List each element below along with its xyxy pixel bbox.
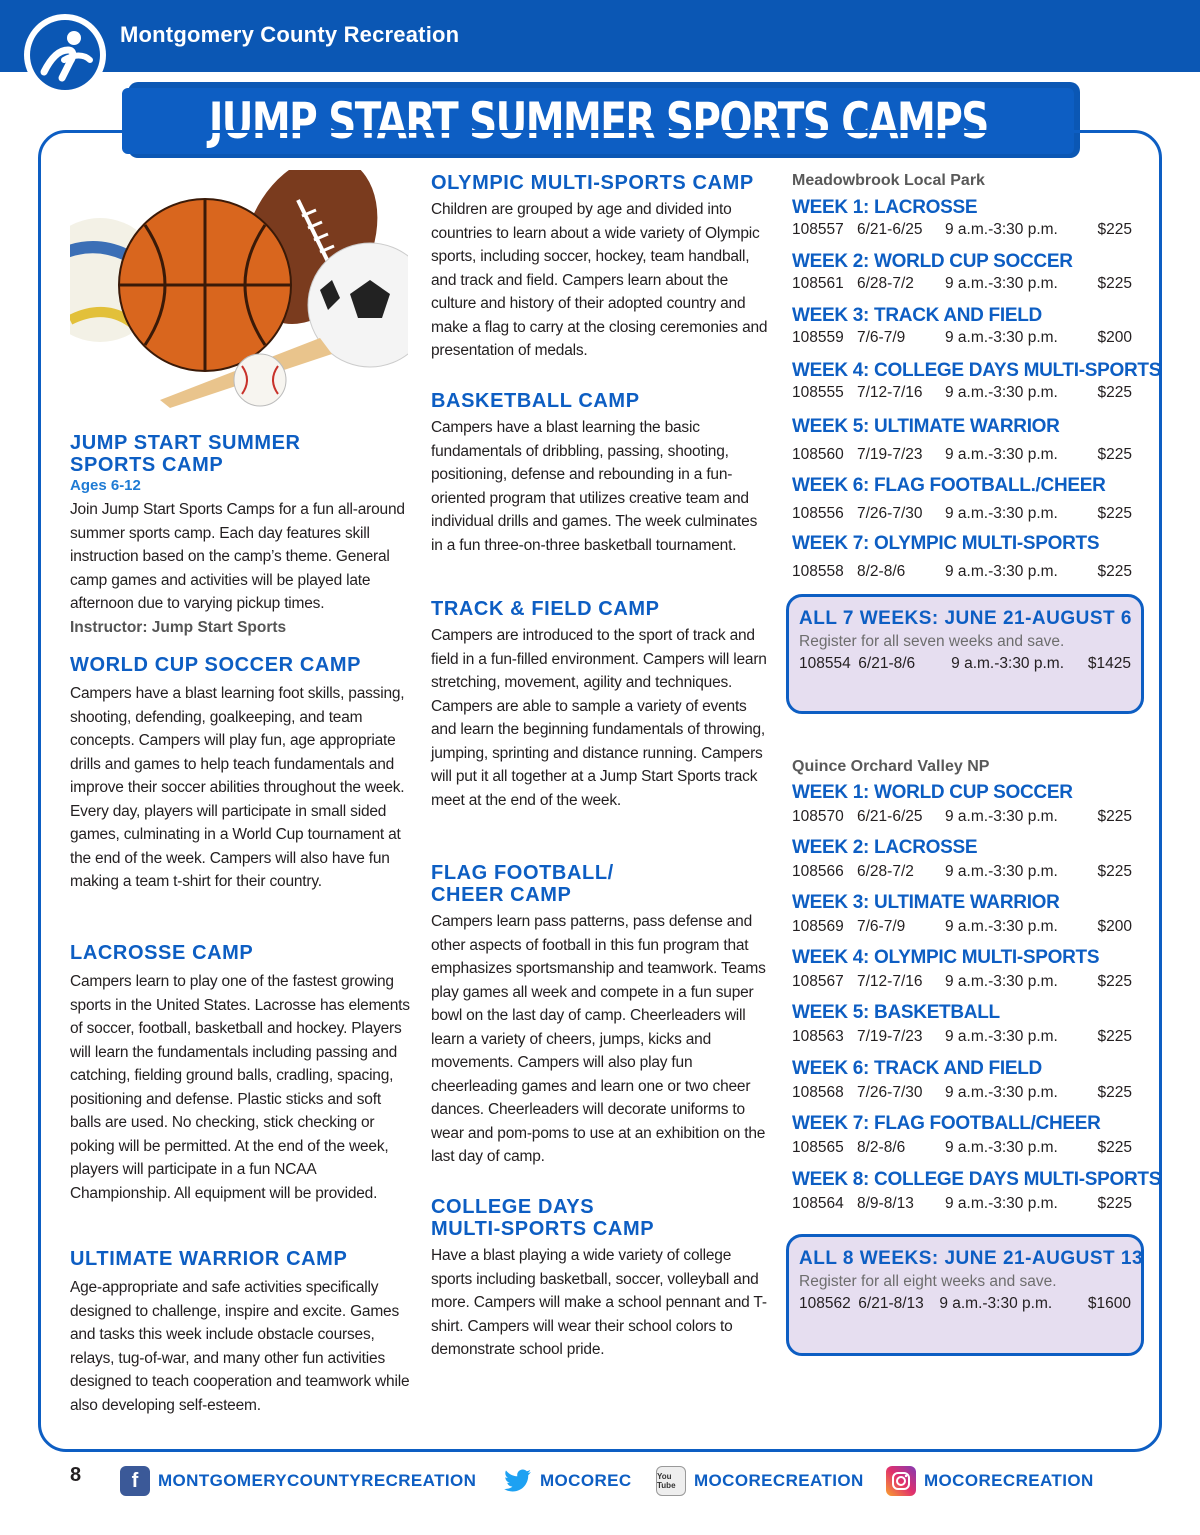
week-title: WEEK 7: FLAG FOOTBALL/CHEER bbox=[792, 1113, 1101, 1134]
week-row bbox=[792, 917, 1132, 937]
week-price: $225 bbox=[1097, 275, 1132, 292]
week-time: 9 a.m.-3:30 p.m. bbox=[945, 863, 1058, 880]
all-dates: 6/21-8/6 bbox=[858, 655, 916, 672]
week-title: WEEK 6: TRACK AND FIELD bbox=[792, 1058, 1042, 1079]
all-weeks-row bbox=[799, 1293, 1131, 1315]
recreation-logo-icon bbox=[24, 14, 106, 96]
week-dates: 8/2-8/6 bbox=[857, 563, 906, 580]
course-code: 108570 bbox=[792, 808, 844, 825]
youtube-handle: MOCORECREATION bbox=[694, 1471, 864, 1490]
schedule2-week bbox=[792, 946, 1132, 992]
basketball-heading: BASKETBALL CAMP bbox=[431, 390, 640, 412]
week-title: WEEK 3: ULTIMATE WARRIOR bbox=[792, 892, 1060, 913]
week-dates: 6/21-6/25 bbox=[857, 221, 923, 238]
week-price: $225 bbox=[1097, 505, 1132, 522]
schedule2-week bbox=[792, 836, 1132, 882]
all-price: $1425 bbox=[1087, 655, 1131, 672]
course-code: 108560 bbox=[792, 446, 844, 463]
week-dates: 7/12-7/16 bbox=[857, 973, 923, 990]
jump-start-heading-line1: JUMP START SUMMER bbox=[70, 432, 301, 454]
course-code: 108566 bbox=[792, 863, 844, 880]
week-dates: 7/19-7/23 bbox=[857, 1028, 923, 1045]
week-dates: 7/6-7/9 bbox=[857, 918, 906, 935]
week-row bbox=[792, 807, 1132, 827]
week-row bbox=[792, 1138, 1132, 1158]
all-price: $1600 bbox=[1087, 1295, 1131, 1312]
week-dates: 6/28-7/2 bbox=[857, 275, 914, 292]
youtube-link[interactable] bbox=[656, 1466, 864, 1496]
week-title: WEEK 4: OLYMPIC MULTI-SPORTS bbox=[792, 947, 1100, 968]
jump-start-heading-line2: SPORTS CAMP bbox=[70, 454, 224, 476]
week-time: 9 a.m.-3:30 p.m. bbox=[945, 1028, 1058, 1045]
course-code: 108568 bbox=[792, 1084, 844, 1101]
week-title: WEEK 8: COLLEGE DAYS MULTI-SPORTS bbox=[792, 1169, 1162, 1190]
jump-start-description: Join Jump Start Sports Camps for a fun all-around summer sports camp. Each day features skill instruction based on the camp’s theme. General camp games and activities will be played late afternoon due to varying pickup times. bbox=[70, 501, 405, 612]
week-time: 9 a.m.-3:30 p.m. bbox=[945, 221, 1058, 238]
week-row bbox=[792, 862, 1132, 882]
week-time: 9 a.m.-3:30 p.m. bbox=[945, 275, 1058, 292]
week-time: 9 a.m.-3:30 p.m. bbox=[945, 918, 1058, 935]
week-title: WEEK 7: OLYMPIC MULTI-SPORTS bbox=[792, 533, 1100, 554]
week-row bbox=[792, 383, 1161, 403]
week-dates: 7/6-7/9 bbox=[857, 329, 906, 346]
week-time: 9 a.m.-3:30 p.m. bbox=[945, 973, 1058, 990]
flag-football-heading-line2: CHEER CAMP bbox=[431, 884, 572, 906]
page-title: JUMP START SUMMER SPORTS CAMPS bbox=[208, 92, 988, 150]
week-price: $225 bbox=[1097, 1084, 1132, 1101]
location-quince-orchard: Quince Orchard Valley NP bbox=[792, 758, 990, 775]
course-code: 108561 bbox=[792, 275, 844, 292]
week-row bbox=[792, 220, 1132, 240]
course-code: 108563 bbox=[792, 1028, 844, 1045]
twitter-handle: MOCOREC bbox=[540, 1471, 632, 1490]
week-time: 9 a.m.-3:30 p.m. bbox=[945, 1139, 1058, 1156]
week-row bbox=[792, 1194, 1161, 1214]
track-field-heading: TRACK & FIELD CAMP bbox=[431, 598, 660, 620]
all-time: 9 a.m.-3:30 p.m. bbox=[939, 1295, 1053, 1312]
week-title: WEEK 2: WORLD CUP SOCCER bbox=[792, 251, 1073, 272]
facebook-link[interactable] bbox=[120, 1466, 476, 1496]
schedule2-week bbox=[792, 1057, 1132, 1103]
schedule2-week bbox=[792, 1001, 1132, 1047]
week-title: WEEK 5: BASKETBALL bbox=[792, 1002, 1000, 1023]
all-weeks-title: ALL 7 WEEKS: JUNE 21-AUGUST 6 bbox=[799, 608, 1132, 629]
week-title: WEEK 3: TRACK AND FIELD bbox=[792, 305, 1042, 326]
week-price: $225 bbox=[1097, 563, 1132, 580]
week-dates: 7/26-7/30 bbox=[857, 1084, 923, 1101]
schedule1-week bbox=[792, 304, 1132, 348]
week-title: WEEK 5: ULTIMATE WARRIOR bbox=[792, 416, 1060, 437]
track-field-description: Campers are introduced to the sport of track and field in a fun-filled environment. Campers will learn stretching, movement, agility and techniques. Campers are able to sample a variety of events and learn the beginning fundamentals of throwing, jumping, sprinting and distance running. Campers will put it all together at a Jump Start Sports track meet at the end of the week. bbox=[431, 627, 767, 809]
college-days-heading-line1: COLLEGE DAYS bbox=[431, 1196, 595, 1218]
week-dates: 7/19-7/23 bbox=[857, 446, 923, 463]
twitter-link[interactable] bbox=[504, 1466, 632, 1496]
schedule1-week bbox=[792, 474, 1132, 524]
facebook-icon: f bbox=[120, 1466, 150, 1496]
week-time: 9 a.m.-3:30 p.m. bbox=[945, 329, 1058, 346]
week-time: 9 a.m.-3:30 p.m. bbox=[945, 384, 1058, 401]
week-time: 9 a.m.-3:30 p.m. bbox=[945, 446, 1058, 463]
org-name: Montgomery County Recreation bbox=[120, 22, 460, 47]
schedule2-week bbox=[792, 781, 1132, 827]
week-price: $225 bbox=[1097, 446, 1132, 463]
facebook-handle: MONTGOMERYCOUNTYRECREATION bbox=[158, 1471, 477, 1490]
week-title: WEEK 2: LACROSSE bbox=[792, 837, 978, 858]
week-dates: 8/2-8/6 bbox=[857, 1139, 906, 1156]
week-title: WEEK 1: WORLD CUP SOCCER bbox=[792, 782, 1073, 803]
ages-label: Ages 6-12 bbox=[70, 477, 141, 494]
page-number: 8 bbox=[70, 1464, 82, 1486]
all-weeks-box-1 bbox=[786, 594, 1144, 714]
course-code: 108557 bbox=[792, 221, 844, 238]
lacrosse-heading: LACROSSE CAMP bbox=[70, 942, 254, 964]
all-dates: 6/21-8/13 bbox=[858, 1295, 924, 1312]
schedule2-week bbox=[792, 1168, 1161, 1214]
week-row bbox=[792, 1083, 1132, 1103]
youtube-icon-text: You Tube bbox=[657, 1472, 676, 1490]
all-weeks-title: ALL 8 WEEKS: JUNE 21-AUGUST 13 bbox=[799, 1248, 1144, 1269]
week-title: WEEK 4: COLLEGE DAYS MULTI-SPORTS bbox=[792, 360, 1162, 381]
all-time: 9 a.m.-3:30 p.m. bbox=[951, 655, 1065, 672]
ultimate-warrior-description: Age-appropriate and safe activities specifically designed to challenge, inspire and excite. Games and tasks this week include obstacle courses, relays, tug-of-war, and many other fun activities designed to teach cooperation and teamwork while also developing self-esteem. bbox=[70, 1279, 410, 1414]
instructor-label: Instructor: Jump Start Sports bbox=[70, 618, 287, 636]
week-price: $200 bbox=[1097, 329, 1132, 346]
week-price: $225 bbox=[1097, 973, 1132, 990]
schedule1-week bbox=[792, 532, 1132, 582]
course-code: 108569 bbox=[792, 918, 844, 935]
world-cup-soccer-description: Campers have a blast learning foot skills, passing, shooting, defending, goalkeeping, and team concepts. Campers will play fun, age appropriate drills and games to help teach fundamentals and improve their soccer abilities throughout the week. Every day, players will participate in small sided games, culminating in a World Cup tournament at the end of the week. Campers will also have fun making a team t-shirt for their country. bbox=[70, 685, 405, 890]
course-code: 108555 bbox=[792, 384, 844, 401]
schedule2-week bbox=[792, 891, 1132, 937]
week-title: WEEK 1: LACROSSE bbox=[792, 197, 978, 218]
week-row bbox=[792, 1027, 1132, 1047]
week-row bbox=[792, 328, 1132, 348]
twitter-icon bbox=[504, 1466, 532, 1496]
week-dates: 6/21-6/25 bbox=[857, 808, 923, 825]
week-dates: 7/26-7/30 bbox=[857, 505, 923, 522]
week-row bbox=[792, 445, 1132, 465]
college-days-description: Have a blast playing a wide variety of college sports including basketball, soccer, volleyball and more. Campers will make a school pennant and T-shirt. Campers will wear their school colors to demonstrate school pride. bbox=[431, 1247, 767, 1358]
week-price: $200 bbox=[1097, 918, 1132, 935]
week-row bbox=[792, 504, 1132, 524]
instagram-handle: MOCORECREATION bbox=[924, 1471, 1094, 1490]
week-time: 9 a.m.-3:30 p.m. bbox=[945, 1195, 1058, 1212]
week-row bbox=[792, 972, 1132, 992]
world-cup-soccer-heading: WORLD CUP SOCCER CAMP bbox=[70, 654, 362, 676]
youtube-icon bbox=[656, 1466, 686, 1496]
college-days-heading-line2: MULTI-SPORTS CAMP bbox=[431, 1218, 655, 1240]
instagram-icon bbox=[886, 1466, 916, 1496]
schedule2-week bbox=[792, 1112, 1132, 1158]
basketball-description: Campers have a blast learning the basic fundamentals of dribbling, passing, shooting, positioning, defense and rebounding in a fun-oriented program that utilizes creative team and individual drills and games. The week culminates in a fun three-on-three basketball tournament. bbox=[431, 419, 758, 554]
schedule1-week bbox=[792, 359, 1161, 403]
week-time: 9 a.m.-3:30 p.m. bbox=[945, 563, 1058, 580]
week-title: WEEK 6: FLAG FOOTBALL./CHEER bbox=[792, 475, 1106, 496]
flag-football-heading-line1: FLAG FOOTBALL/ bbox=[431, 862, 614, 884]
lacrosse-description: Campers learn to play one of the fastest growing sports in the United States. Lacrosse has elements of soccer, football, basketball and hockey. Players will learn the fundamentals including passing and catching, fielding ground balls, cradling, spacing, positioning and defense. Plastic sticks and soft balls are used. No checking, stick checking or poking will be permitted. At the end of the week, players will participate in a fun NCAA Championship. All equipment will be provided. bbox=[70, 973, 410, 1202]
week-price: $225 bbox=[1097, 863, 1132, 880]
week-row bbox=[792, 274, 1132, 294]
course-code: 108562 bbox=[799, 1295, 851, 1312]
week-time: 9 a.m.-3:30 p.m. bbox=[945, 505, 1058, 522]
course-code: 108558 bbox=[792, 563, 844, 580]
all-weeks-subtitle: Register for all seven weeks and save. bbox=[799, 633, 1065, 650]
week-price: $225 bbox=[1097, 1028, 1132, 1045]
course-code: 108554 bbox=[799, 655, 851, 672]
sports-balls-photo bbox=[70, 170, 408, 410]
week-dates: 6/28-7/2 bbox=[857, 863, 914, 880]
schedule1-week bbox=[792, 250, 1132, 294]
week-dates: 8/9-8/13 bbox=[857, 1195, 914, 1212]
week-row bbox=[792, 562, 1132, 582]
all-weeks-box-2 bbox=[786, 1234, 1144, 1356]
week-time: 9 a.m.-3:30 p.m. bbox=[945, 808, 1058, 825]
week-price: $225 bbox=[1097, 1139, 1132, 1156]
week-price: $225 bbox=[1097, 808, 1132, 825]
ultimate-warrior-heading: ULTIMATE WARRIOR CAMP bbox=[70, 1248, 348, 1270]
week-dates: 7/12-7/16 bbox=[857, 384, 923, 401]
week-price: $225 bbox=[1097, 384, 1132, 401]
course-code: 108559 bbox=[792, 329, 844, 346]
course-code: 108565 bbox=[792, 1139, 844, 1156]
course-code: 108556 bbox=[792, 505, 844, 522]
schedule1-week bbox=[792, 196, 1132, 240]
olympic-description: Children are grouped by age and divided into countries to learn about a wide variety of Olympic sports, including soccer, hockey, team handball, and track and field. Campers learn about the culture and history of their adopted country and make a flag to carry at the closing ceremonies and presentation of medals. bbox=[431, 201, 768, 359]
schedule1-week bbox=[792, 415, 1132, 465]
course-code: 108564 bbox=[792, 1195, 844, 1212]
course-code: 108567 bbox=[792, 973, 844, 990]
instagram-link[interactable] bbox=[886, 1466, 1094, 1496]
week-time: 9 a.m.-3:30 p.m. bbox=[945, 1084, 1058, 1101]
olympic-heading: OLYMPIC MULTI-SPORTS CAMP bbox=[431, 172, 754, 194]
flag-football-description: Campers learn pass patterns, pass defense and other aspects of football in this fun program that emphasizes sportsmanship and teamwork. Teams play games all week and compete in a fun super bowl on the last day of camp. Cheerleaders will learn a variety of cheers, jumps, kicks and movements. Campers will also play fun cheerleading games and learn one or two cheer dances. Cheerleaders will decorate uniforms to wear and pom-poms to use at an exhibition on the last day of camp. bbox=[431, 913, 766, 1165]
week-price: $225 bbox=[1097, 221, 1132, 238]
week-price: $225 bbox=[1097, 1195, 1132, 1212]
left-column bbox=[70, 170, 410, 1414]
all-weeks-subtitle: Register for all eight weeks and save. bbox=[799, 1273, 1057, 1290]
location-meadowbrook: Meadowbrook Local Park bbox=[792, 172, 985, 189]
all-weeks-row bbox=[799, 653, 1131, 675]
